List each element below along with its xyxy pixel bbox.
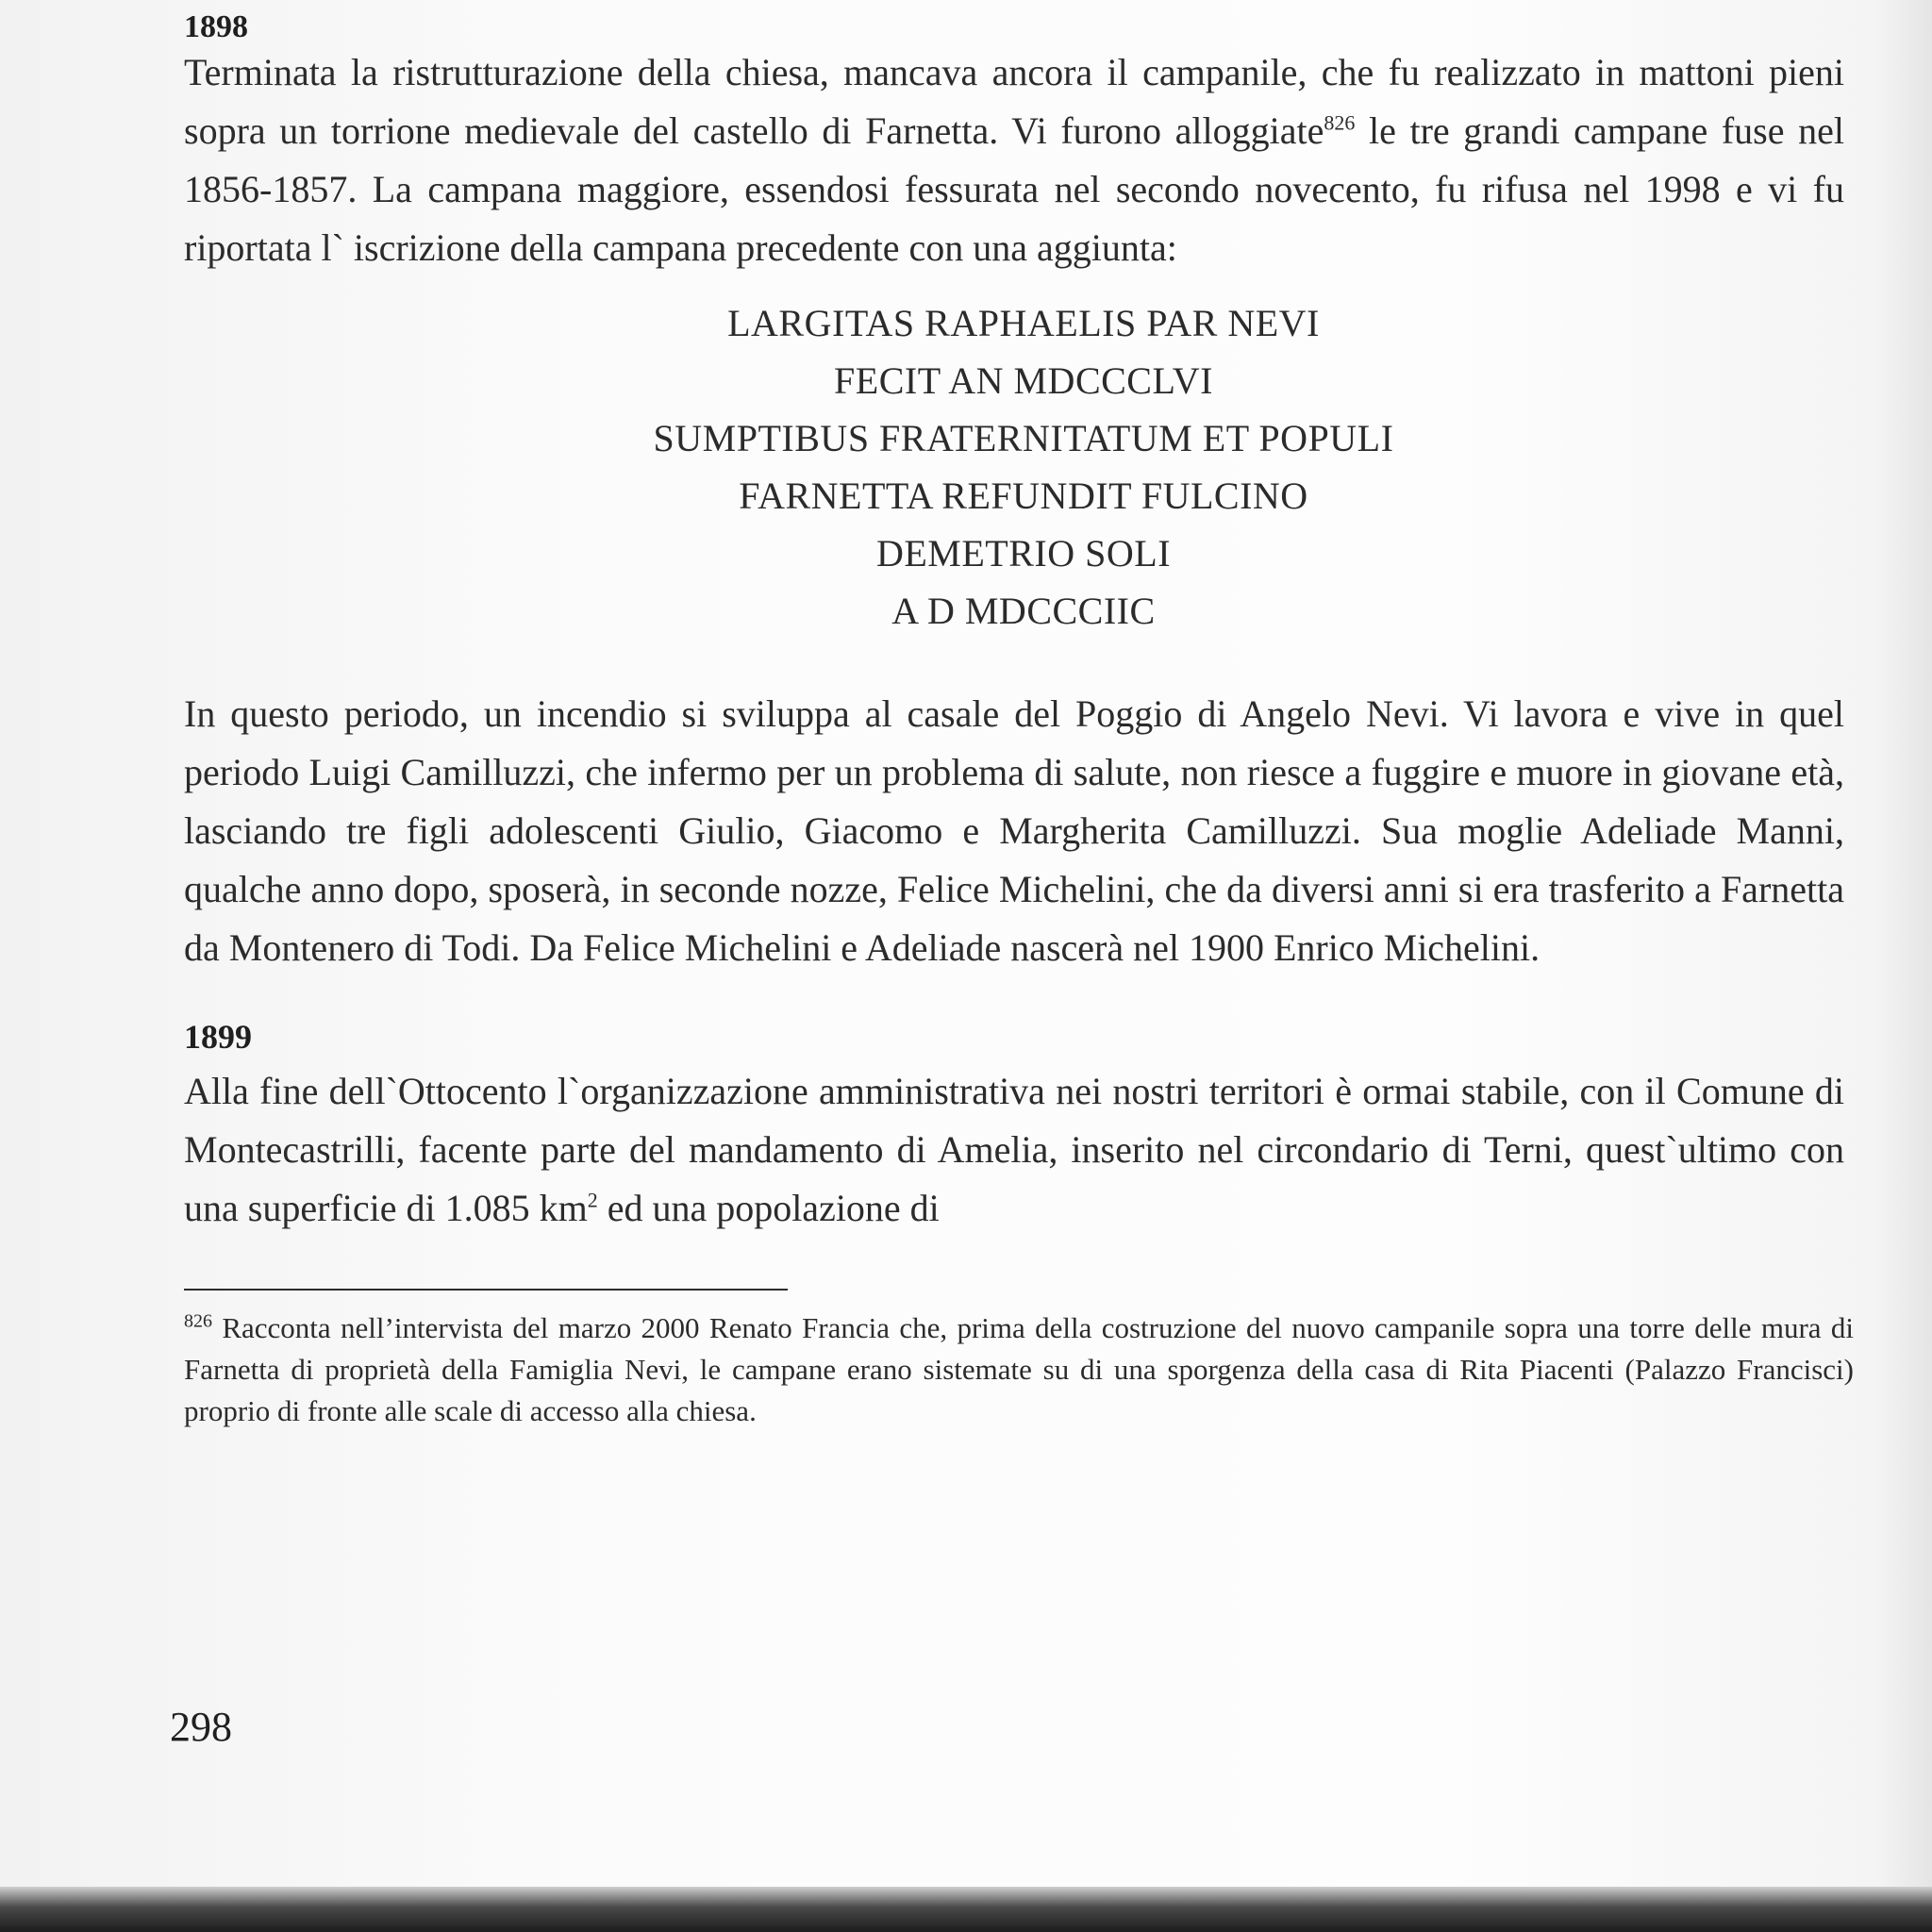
paragraph-campanile-text: Terminata la ristrutturazione della chiesa, mancava ancora il campanile, che fu realizzato in mattoni pieni sopra un torrione medievale del castello di Farnetta. Vi furono alloggiate [184, 51, 1844, 152]
inscription-line: FECIT AN MDCCCLVI [834, 359, 1213, 402]
footnote-divider [184, 1289, 788, 1291]
inscription-line: LARGITAS RAPHAELIS PAR NEVI [727, 302, 1320, 344]
footnote-marker: 826 [184, 1310, 212, 1332]
footnote-826 [184, 1307, 1854, 1432]
paragraph-amministrazione-end: ed una popolazione di [597, 1187, 940, 1229]
section-year-1898: 1898 [184, 9, 248, 44]
inscription-line: FARNETTA REFUNDIT FULCINO [739, 475, 1308, 517]
inscription-line: SUMPTIBUS FRATERNITATUM ET POPULI [653, 417, 1394, 459]
bell-inscription [184, 294, 1844, 640]
paragraph-campanile [184, 43, 1844, 277]
paragraph-amministrazione-text: Alla fine dell`Ottocento l`organizzazione amministrativa nei nostri territori è ormai stabile, con il Comune di Montecastrilli, facente parte del mandamento di Amelia, inserito nel circondario di Terni, quest`ultimo con una superficie di 1.085 km [184, 1070, 1844, 1229]
paragraph-campanile-text-cont: le tre grandi campane fuse nel 1856-1857. La campana maggiore, essendosi fessurata nel secondo novecento, fu rifusa nel 1998 e vi fu riportata l` iscrizione della campana precedente con una aggiunta: [184, 109, 1844, 269]
paragraph-amministrazione [184, 1062, 1844, 1238]
footnote-text: Racconta nell’intervista del marzo 2000 Renato Francia che, prima della costruzione del nuovo campanile sopra una torre delle mura di Farnetta di proprietà della Famiglia Nevi, le campane erano sistemate su di una sporgenza della casa di Rita Piacenti (Palazzo Francisci) proprio di fronte alle scale di accesso alla chiesa. [184, 1311, 1854, 1427]
superscript-2: 2 [587, 1188, 598, 1212]
footnote-reference[interactable]: 826 [1324, 110, 1356, 135]
section-year-1899: 1899 [184, 1018, 252, 1056]
page-content [184, 9, 1854, 1461]
inscription-line: DEMETRIO SOLI [875, 532, 1172, 575]
inscription-line: A D MDCCCIIC [891, 590, 1156, 632]
page-number: 298 [170, 1704, 232, 1750]
book-bottom-edge [0, 1887, 1932, 1932]
page-curl-shadow [1875, 0, 1932, 1932]
paragraph-incendio: In questo periodo, un incendio si sviluppa al casale del Poggio di Angelo Nevi. Vi lavora e vive in quel periodo Luigi Camilluzzi, che infermo per un problema di salute, non riesce a fuggire e muore in giovane età, lasciando tre figli adolescenti Giulio, Giacomo e Margherita Camilluzzi. Sua moglie Adeliade Manni, qualche anno dopo, sposerà, in seconde nozze, Felice Michelini, che da diversi anni si era trasferito a Farnetta da Montenero di Todi. Da Felice Michelini e Adeliade nascerà nel 1900 Enrico Michelini. [184, 692, 1844, 969]
